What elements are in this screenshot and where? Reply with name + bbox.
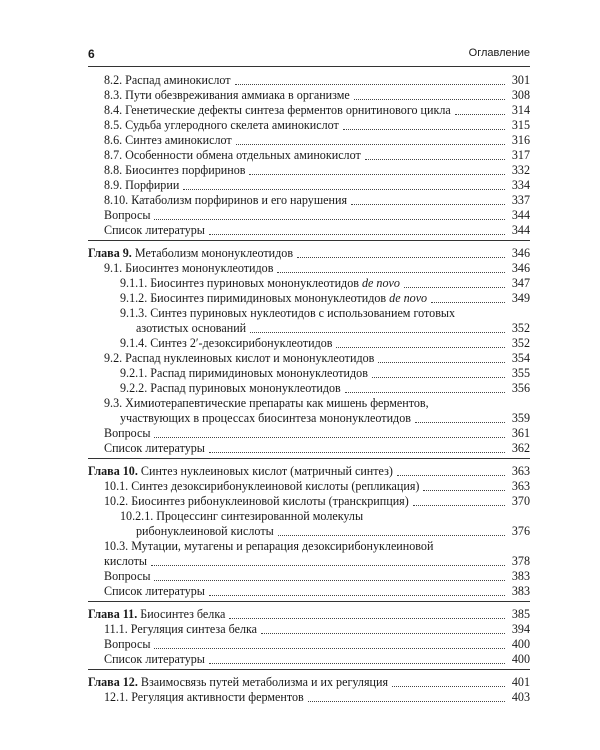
toc-entry-line1[interactable]: 10.2.1. Процессинг синтезированной молекулы xyxy=(120,509,364,523)
toc-entry[interactable]: 8.3. Пути обезвреживания аммиака в организме 308 xyxy=(104,88,530,102)
toc-entry[interactable]: 8.6. Синтез аминокислот 316 xyxy=(104,133,530,147)
toc-entry[interactable]: 11.1. Регуляция синтеза белка 394 xyxy=(104,622,530,636)
toc-entry[interactable]: 8.2. Распад аминокислот 301 xyxy=(104,73,530,87)
page-number: 6 xyxy=(88,47,95,61)
toc-entry-line2[interactable]: кислоты 378 xyxy=(104,554,530,568)
toc-entry[interactable]: Список литературы 344 xyxy=(104,223,530,237)
toc-group-chapter-9 xyxy=(88,246,530,459)
toc-entry[interactable]: 9.2.1. Распад пиримидиновых мононуклеотидов 355 xyxy=(120,366,530,380)
toc-group-chapter-12 xyxy=(88,675,530,707)
toc-entry[interactable]: 8.10. Катаболизм порфиринов и его нарушения 337 xyxy=(104,193,530,207)
toc-entry[interactable]: 10.2. Биосинтез рибонуклеиновой кислоты (транскрипция) 370 xyxy=(104,494,530,508)
toc-entry[interactable]: 10.1. Синтез дезоксирибонуклеиновой кислоты (репликация) 363 xyxy=(104,479,530,493)
toc-entry[interactable]: 8.8. Биосинтез порфиринов 332 xyxy=(104,163,530,177)
toc-entry[interactable]: 8.7. Особенности обмена отдельных аминокислот 317 xyxy=(104,148,530,162)
toc-chapter-heading[interactable]: Глава 9. Метаболизм мононуклеотидов 346 xyxy=(88,246,530,260)
toc-entry[interactable]: Вопросы 383 xyxy=(104,569,530,583)
toc-entry[interactable]: Список литературы 383 xyxy=(104,584,530,598)
toc-entry[interactable]: 8.4. Генетические дефекты синтеза ферментов орнитинового цикла 314 xyxy=(104,103,530,117)
toc-group-chapter-8 xyxy=(88,73,530,241)
toc-entry-line1[interactable]: 9.1.3. Синтез пуриновых нуклеотидов с использованием готовых xyxy=(120,306,456,320)
toc-entry-line2[interactable]: рибонуклеиновой кислоты 376 xyxy=(136,524,530,538)
toc-entry[interactable]: Вопросы 361 xyxy=(104,426,530,440)
toc-entry[interactable]: 9.1. Биосинтез мононуклеотидов 346 xyxy=(104,261,530,275)
toc-entry[interactable]: Вопросы 400 xyxy=(104,637,530,651)
toc-entry[interactable]: 9.1.2. Биосинтез пиримидиновых мононуклеотидов de novo 349 xyxy=(120,291,530,305)
toc-entry[interactable]: 8.9. Порфирии 334 xyxy=(104,178,530,192)
toc-entry[interactable]: 9.2.2. Распад пуриновых мононуклеотидов 356 xyxy=(120,381,530,395)
toc-entry[interactable]: Список литературы 400 xyxy=(104,652,530,666)
toc-entry[interactable]: 9.1.4. Синтез 2′-дезоксирибонуклеотидов 352 xyxy=(120,336,530,350)
toc-entry-line1[interactable]: 9.3. Химиотерапевтические препараты как мишень ферментов, xyxy=(104,396,429,410)
running-title: Оглавление xyxy=(468,47,530,59)
toc-entry[interactable]: 8.5. Судьба углеродного скелета аминокислот 315 xyxy=(104,118,530,132)
toc-chapter-heading[interactable]: Глава 10. Синтез нуклеиновых кислот (матричный синтез) 363 xyxy=(88,464,530,478)
toc-entry[interactable]: Вопросы 344 xyxy=(104,208,530,222)
toc-entry[interactable]: 9.2. Распад нуклеиновых кислот и мононуклеотидов 354 xyxy=(104,351,530,365)
toc-entry[interactable]: 12.1. Регуляция активности ферментов 403 xyxy=(104,690,530,704)
toc-entry-line1[interactable]: 10.3. Мутации, мутагены и репарация дезоксирибонуклеиновой xyxy=(104,539,434,553)
toc-group-chapter-11 xyxy=(88,607,530,670)
toc-entry[interactable]: 9.1.1. Биосинтез пуриновых мононуклеотидов de novo 347 xyxy=(120,276,530,290)
toc-entry-line2[interactable]: участвующих в процессах биосинтеза мононуклеотидов 359 xyxy=(120,411,530,425)
table-of-contents xyxy=(88,73,530,712)
toc-entry-line2[interactable]: азотистых оснований 352 xyxy=(136,321,530,335)
running-header xyxy=(88,44,530,67)
toc-entry[interactable]: Список литературы 362 xyxy=(104,441,530,455)
toc-chapter-heading[interactable]: Глава 12. Взаимосвязь путей метаболизма и их регуляция 401 xyxy=(88,675,530,689)
toc-chapter-heading[interactable]: Глава 11. Биосинтез белка 385 xyxy=(88,607,530,621)
toc-group-chapter-10 xyxy=(88,464,530,602)
